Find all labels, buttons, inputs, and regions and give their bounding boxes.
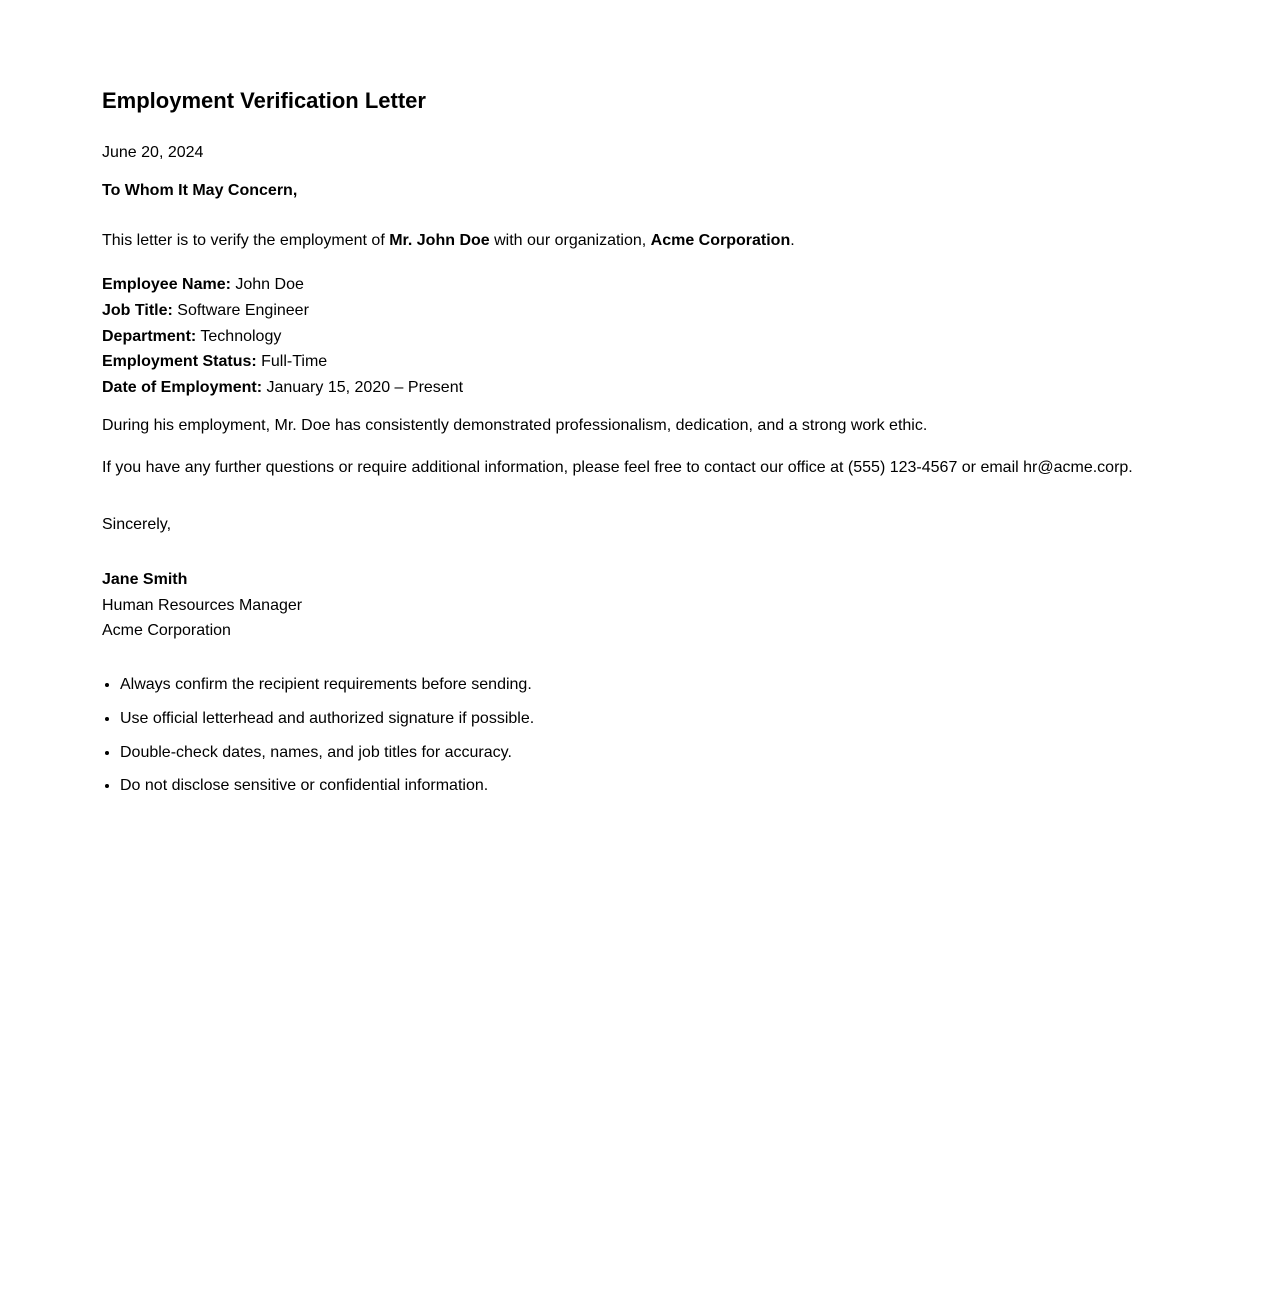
detail-value: Technology [196,327,282,345]
signer-title: Human Resources Manager [102,596,303,614]
signer-name: Jane Smith [102,570,188,588]
detail-value: John Doe [230,276,304,293]
detail-employee-name [102,272,1278,298]
letter-title: Employment Verification Letter [102,88,426,113]
detail-label: Date of Employment: [102,379,263,396]
tips-list [102,675,1278,796]
intro-paragraph [102,231,1278,251]
detail-label: Department: [102,327,197,345]
list-item: • Do not disclose sensitive or confidential information. [120,776,1278,796]
intro-company-name: Acme Corporation [650,232,791,249]
detail-value: Software Engineer [172,301,309,319]
salutation: To Whom It May Concern, [102,182,298,199]
detail-date-of-employment [102,375,1278,401]
contact-paragraph: If you have any further questions or require additional information, please feel free to contact our office at (555) 123-4567 or email hr@acme.corp. [102,458,1133,476]
signature-block [102,567,1278,644]
employee-details [102,272,1278,401]
intro-middle: with our organization, [489,232,651,249]
detail-value: Full-Time [256,353,328,371]
detail-employment-status [102,349,1278,375]
list-item: • Use official letterhead and authorized signature if possible. [120,709,1278,729]
closing: Sincerely, [102,515,172,533]
detail-label: Employee Name: [102,276,231,293]
detail-job-title [102,298,1278,324]
intro-suffix: . [790,232,795,249]
intro-employee-name: Mr. John Doe [389,232,490,249]
list-item: • Double-check dates, names, and job titles for accuracy. [120,743,1278,763]
letter-date: June 20, 2024 [102,144,204,161]
intro-prefix: This letter is to verify the employment of [102,232,390,249]
detail-label: Job Title: [102,301,173,319]
performance-paragraph: During his employment, Mr. Doe has consistently demonstrated professionalism, dedication, and a strong work ethic. [102,416,928,434]
detail-department [102,324,1278,350]
list-item: • Always confirm the recipient requirements before sending. [120,675,1278,695]
detail-label: Employment Status: [102,353,257,371]
detail-value: January 15, 2020 – Present [262,379,464,396]
signer-company: Acme Corporation [102,622,231,640]
